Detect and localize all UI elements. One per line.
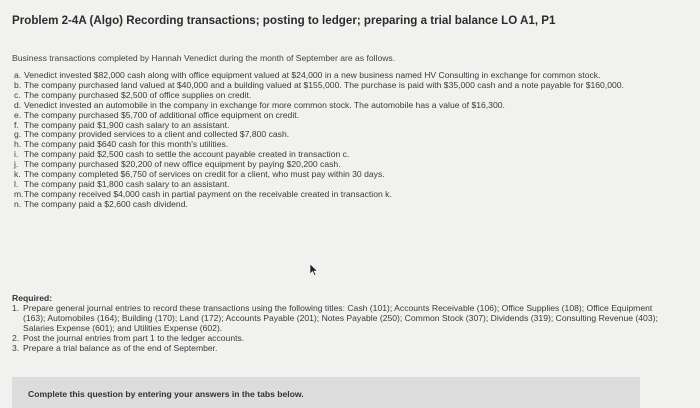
transaction-letter: l. bbox=[14, 178, 19, 189]
transaction-letter: a. bbox=[14, 70, 22, 80]
transaction-text: The company paid $1,900 cash salary to an assistant. bbox=[24, 119, 230, 130]
transaction-list bbox=[14, 71, 654, 210]
transaction-letter: g. bbox=[14, 129, 22, 140]
transaction-letter: f. bbox=[14, 119, 19, 130]
transaction-text: The company purchased $5,700 of additional office equipment on credit. bbox=[24, 109, 300, 120]
mouse-cursor-icon bbox=[310, 264, 318, 276]
required-text: Prepare general journal entries to record these transactions using the following titles: Cash (101); Accounts Receivable (106); Office Supplies (108); Office Equipment (163); Automobiles (164); Building (170); Land (172); Accounts Payable (201); Notes Payable (250); Common Stock (307); Dividends (319); Consulting Revenue (403); Salaries Expense (601); and Utilities Expense (602). bbox=[23, 303, 658, 333]
transaction-text: The company purchased $2,500 of office supplies on credit. bbox=[24, 89, 252, 100]
problem-title: Problem 2-4A (Algo) Recording transactions; posting to ledger; preparing a trial balance LO A1, P1 bbox=[12, 14, 556, 27]
banner-text: Complete this question by entering your answers in the tabs below. bbox=[28, 389, 304, 399]
transaction-letter: e. bbox=[14, 109, 22, 120]
transaction-letter: k. bbox=[14, 169, 21, 180]
required-text: Prepare a trial balance as of the end of September. bbox=[23, 342, 218, 353]
transaction-text: The company purchased $20,200 of new office equipment by paying $20,200 cash. bbox=[24, 159, 341, 170]
transaction-text: Venedict invested an automobile in the company in exchange for more common stock. The automobile has a value of $16,300. bbox=[24, 99, 505, 110]
transaction-letter: n. bbox=[14, 198, 22, 209]
transaction-letter: h. bbox=[14, 139, 22, 150]
transaction-item bbox=[14, 200, 654, 210]
required-item bbox=[12, 344, 660, 354]
transaction-text: The company provided services to a client and collected $7,800 cash. bbox=[24, 129, 290, 140]
transaction-text: The company purchased land valued at $40,000 and a building valued at $155,000. The purchase is paid with $35,000 cash and a note payable for $160,000. bbox=[24, 79, 624, 90]
transaction-text: The company received $4,000 cash in partial payment on the receivable created in transaction k. bbox=[24, 188, 392, 199]
required-item bbox=[12, 304, 660, 334]
required-list bbox=[12, 304, 660, 354]
transaction-letter: d. bbox=[14, 99, 22, 110]
transaction-letter: m. bbox=[14, 188, 24, 199]
transaction-text: The company paid a $2,600 cash dividend. bbox=[24, 198, 188, 209]
required-heading: Required: bbox=[12, 293, 53, 303]
transaction-letter: i. bbox=[14, 149, 19, 160]
transaction-text: The company paid $640 cash for this month's utilities. bbox=[24, 139, 229, 150]
transaction-letter: b. bbox=[14, 79, 22, 90]
intro-text: Business transactions completed by Hannah Venedict during the month of September are as follows. bbox=[12, 53, 396, 63]
required-number: 3. bbox=[12, 342, 20, 353]
required-number: 2. bbox=[12, 332, 20, 343]
required-number: 1. bbox=[12, 303, 20, 313]
required-text: Post the journal entries from part 1 to the ledger accounts. bbox=[23, 332, 245, 343]
transaction-text: The company paid $2,500 cash to settle the account payable created in transaction c. bbox=[24, 149, 350, 160]
transaction-text: Venedict invested $82,000 cash along with office equipment valued at $24,000 in a new business named HV Consulting in exchange for common stock. bbox=[24, 70, 601, 80]
transaction-letter: c. bbox=[14, 89, 21, 100]
transaction-text: The company paid $1,800 cash salary to an assistant. bbox=[24, 178, 230, 189]
transaction-letter: j. bbox=[14, 159, 19, 170]
instruction-banner bbox=[12, 377, 640, 408]
transaction-text: The company completed $6,750 of services on credit for a client, who must pay within 30 days. bbox=[24, 169, 385, 180]
